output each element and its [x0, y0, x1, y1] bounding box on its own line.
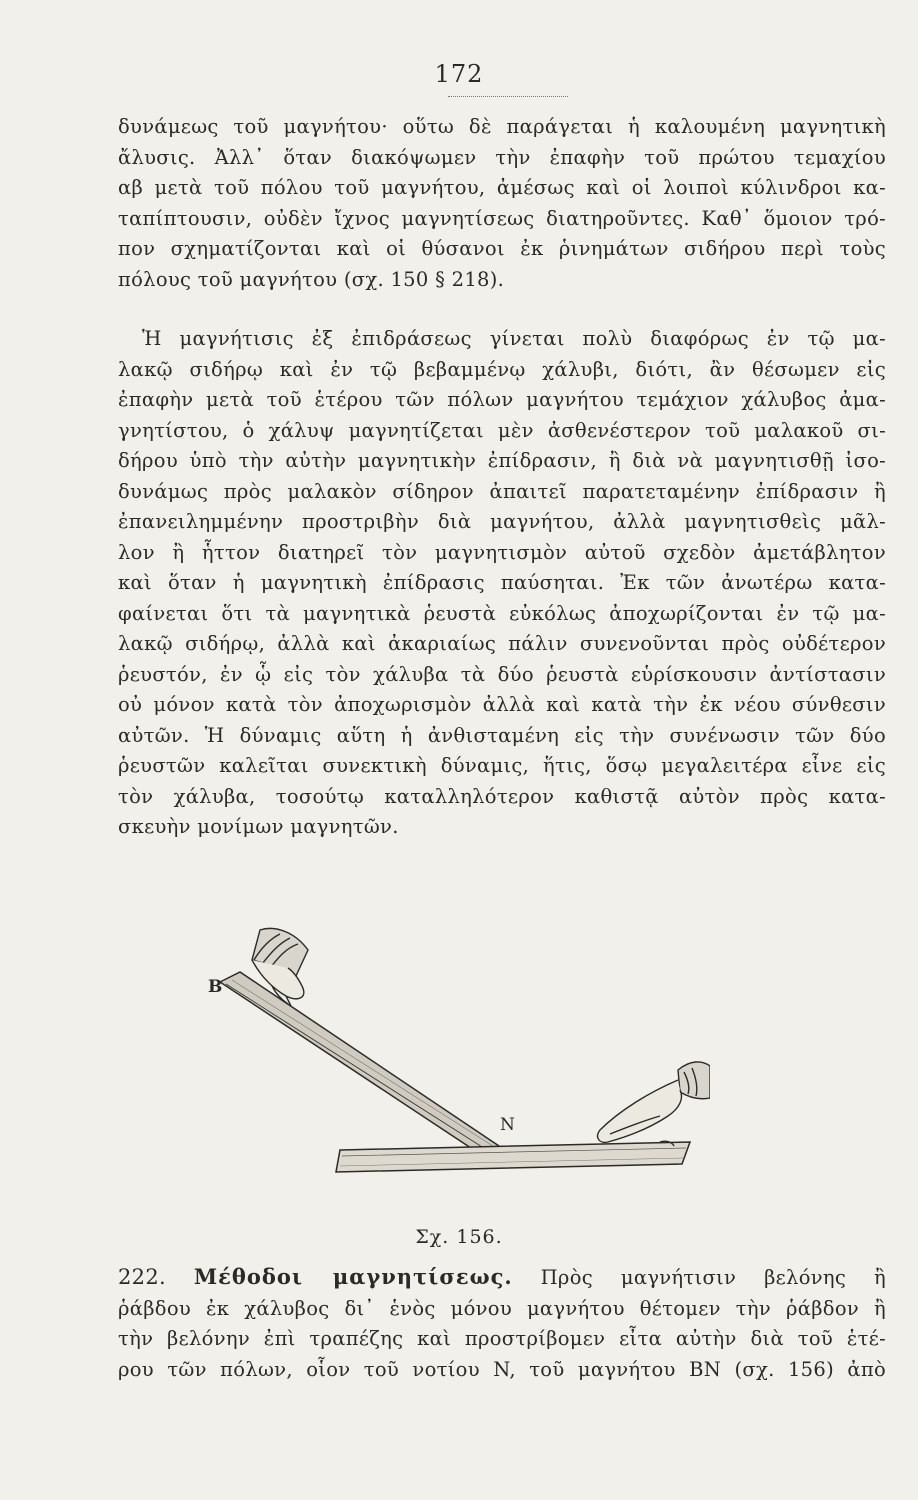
bar-magnet [220, 972, 502, 1158]
text-line: ἐπαφὴν μετὰ τοῦ ἑτέρου τῶν πόλων μαγνήτου τεμάχιον χάλυβος ἀμα- [118, 388, 886, 411]
text-line: ρου τῶν πόλων, οἷον τοῦ νοτίου N, τοῦ μαγνήτου BN (σχ. 156) ἀπὸ [118, 1357, 886, 1381]
text-line: λον ἢ ἧττον διατηρεῖ τὸν μαγνητισμὸν αὐτοῦ σχεδὸν ἀμετάβλητον [118, 540, 886, 564]
section-title: Μέθοδοι μαγνητίσεως. [193, 1264, 513, 1289]
text-line: σκευὴν μονίμων μαγνητῶν. [118, 815, 399, 838]
text-line: Πρὸς μαγνήτισιν βελόνης ἢ [540, 1266, 887, 1289]
text-line: λακῷ σιδήρῳ, ἀλλὰ καὶ ἀκαριαίως πάλιν συνενοῦνται πρὸς οὐδέτερον [118, 632, 886, 655]
figure-caption: Σχ. 156. [415, 1226, 503, 1248]
text-line: οὐ μόνον κατὰ τὸν ἀποχωρισμὸν ἀλλὰ καὶ κατὰ τὴν ἐκ νέου σύνθεσιν [118, 693, 886, 716]
header-rule [448, 96, 568, 97]
text-line: λακῷ σιδήρῳ καὶ ἐν τῷ βεβαμμένῳ χάλυβι, διότι, ἂν θέσωμεν εἰς [118, 357, 886, 381]
text-line: ῥευστῶν καλεῖται συνεκτικὴ δύναμις, ἥτις, ὅσῳ μεγαλειτέρα εἶνε εἰς [118, 754, 886, 777]
text-line: δυνάμεως τοῦ μαγνήτου· οὕτω δὲ παράγεται ἡ καλουμένη μαγνητικὴ [118, 115, 886, 138]
text-line: ταπίπτουσιν, οὐδὲν ἴχνος μαγνητίσεως διατηροῦντες. Καθ᾽ ὅμοιον τρό- [118, 206, 886, 230]
figure-156-illustration [190, 920, 710, 1180]
paragraph-magnetization [118, 324, 886, 843]
steel-bar [336, 1142, 690, 1172]
text-line: πον σχηματίζονται καὶ οἱ θύσανοι ἐκ ῥινημάτων σιδήρου περὶ τοὺς [118, 237, 886, 260]
text-line: ἄλυσις. Ἀλλ᾽ ὅταν διακόψωμεν τὴν ἐπαφὴν τοῦ πρώτου τεμαχίου [118, 145, 886, 169]
section-number: 222. [118, 1265, 166, 1289]
text-line: πόλους τοῦ μαγνήτου (σχ. 150 § 218). [118, 267, 505, 291]
text-line: ῥευστόν, ἐν ᾧ εἰς τὸν χάλυβα τὰ δύο ῥευστὰ εὑρίσκουσιν ἀντίστασιν [118, 662, 886, 686]
paragraph-continued [118, 112, 886, 295]
section-222 [118, 1262, 886, 1385]
page-number: 172 [434, 60, 484, 88]
text-line: τὴν βελόνην ἐπὶ τραπέζης καὶ προστρίβομεν εἶτα αὐτὴν διὰ τοῦ ἑτέ- [118, 1327, 886, 1350]
text-line: γνητίστου, ὁ χάλυψ μαγνητίζεται μὲν ἀσθενέστερον τοῦ μαλακοῦ σι- [118, 418, 886, 442]
text-line: φαίνεται ὅτι τὰ μαγνητικὰ ῥευστὰ εὐκόλως ἀποχωρίζονται ἐν τῷ μα- [118, 601, 886, 625]
right-hand-drawing [598, 1062, 710, 1146]
text-line: αὐτῶν. Ἡ δύναμις αὕτη ἡ ἀνθισταμένη εἰς τὴν συνένωσιν τῶν δύο [118, 723, 886, 747]
text-line: τὸν χάλυβα, τοσούτῳ καταλληλότερον καθιστᾷ αὐτὸν πρὸς κατα- [118, 784, 886, 808]
label-n: N [500, 1115, 515, 1135]
text-line: δυνάμως πρὸς μαλακὸν σίδηρον ἀπαιτεῖ παρατεταμένην ἐπίδρασιν ἢ [118, 479, 886, 503]
label-b: B [208, 977, 223, 997]
text-line: δήρου ὑπὸ τὴν αὐτὴν μαγνητικὴν ἐπίδρασιν, ἢ διὰ νὰ μαγνητισθῇ ἰσο- [118, 449, 886, 472]
text-line: ῥάβδου ἐκ χάλυβος δι᾽ ἑνὸς μόνου μαγνήτου θέτομεν τὴν ῥάβδον ἢ [118, 1296, 886, 1320]
section-heading-line [118, 1262, 886, 1294]
text-line: Ἡ μαγνήτισις ἐξ ἐπιδράσεως γίνεται πολὺ διαφόρως ἐν τῷ μα- [142, 327, 886, 350]
text-line: ἐπανειλημμένην προστριβὴν διὰ μαγνήτου, ἀλλὰ μαγνητισθεὶς μᾶλ- [118, 510, 886, 533]
text-line: καὶ ὅταν ἡ μαγνητικὴ ἐπίδρασις παύσηται. Ἐκ τῶν ἀνωτέρω κατα- [118, 571, 886, 594]
text-line: αβ μετὰ τοῦ πόλου τοῦ μαγνήτου, ἀμέσως καὶ οἱ λοιποὶ κύλινδροι κα- [118, 176, 886, 199]
